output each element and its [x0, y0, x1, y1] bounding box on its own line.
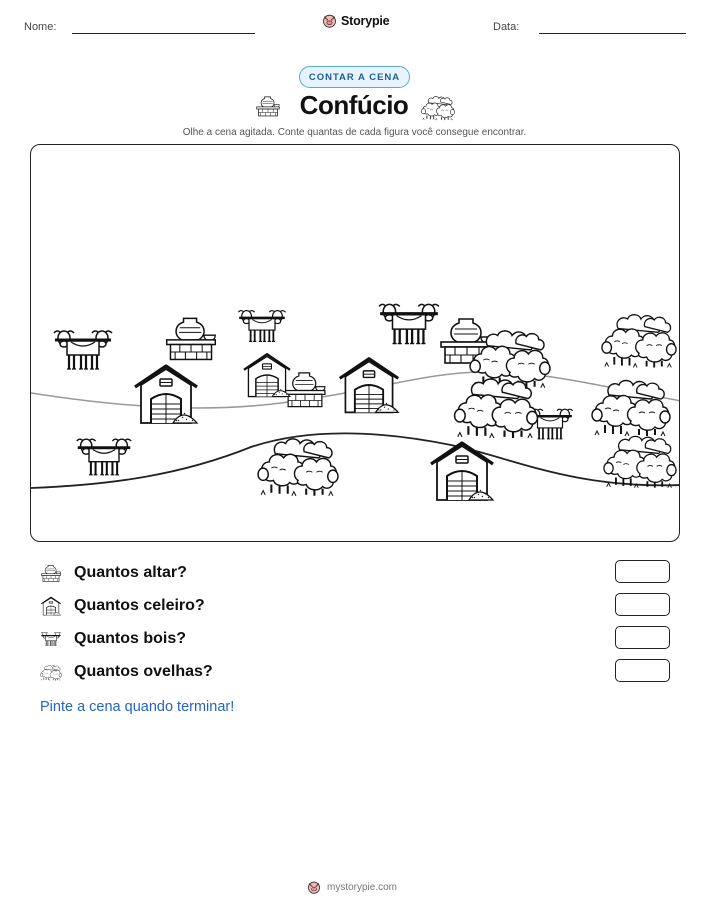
ox-4 [77, 439, 131, 475]
sheep-6 [604, 436, 676, 487]
coloring-note: Pinte a cena quando terminar! [40, 699, 235, 715]
page-title: Confúcio [299, 90, 409, 120]
brand-name: Storypie [341, 13, 390, 28]
answer-box-sheep[interactable] [615, 659, 670, 682]
barn-1 [135, 366, 197, 423]
barn-2 [244, 354, 290, 396]
footer-url[interactable]: mystorypie.com [327, 881, 398, 893]
pig-mascot-icon [307, 880, 321, 894]
brand-logo [322, 13, 389, 28]
ox-1 [54, 331, 112, 369]
footer [307, 880, 397, 894]
answer-box-ox[interactable] [615, 626, 670, 649]
name-label: Nome: [24, 21, 57, 33]
barn-icon [40, 595, 62, 617]
sheep-3 [455, 379, 538, 438]
altar-icon [40, 562, 62, 584]
sheep-icon [40, 661, 62, 683]
barn-3 [340, 359, 398, 413]
barn-4 [431, 443, 493, 500]
question-sheep [40, 659, 670, 685]
counting-scene [30, 144, 680, 542]
ox-icon [40, 628, 62, 650]
scene-illustration [31, 145, 680, 542]
pig-mascot-icon [322, 13, 337, 28]
question-text: Quantos celeiro? [74, 597, 205, 614]
sheep-5 [592, 381, 670, 437]
answer-box-barn[interactable] [615, 593, 670, 616]
sheep-1 [258, 439, 338, 496]
altar-1 [167, 318, 216, 359]
question-ox [40, 626, 670, 652]
date-line[interactable] [539, 33, 686, 34]
name-line[interactable] [72, 33, 255, 34]
ox-2 [238, 311, 285, 342]
sheep-4 [602, 315, 676, 368]
question-text: Quantos altar? [74, 564, 187, 581]
question-text: Quantos ovelhas? [74, 663, 213, 680]
instructions: Olhe a cena agitada. Conte quantas de cada figura você consegue encontrar. [182, 127, 527, 138]
answer-box-altar[interactable] [615, 560, 670, 583]
date-label: Data: [493, 21, 520, 33]
altar-2 [285, 373, 325, 407]
question-barn [40, 593, 670, 619]
sheep-icon [421, 93, 455, 121]
activity-badge: CONTAR A CENA [299, 66, 410, 88]
front-hill-line [31, 433, 680, 488]
ox-3 [379, 304, 439, 343]
question-altar [40, 560, 670, 586]
question-text: Quantos bois? [74, 630, 186, 647]
